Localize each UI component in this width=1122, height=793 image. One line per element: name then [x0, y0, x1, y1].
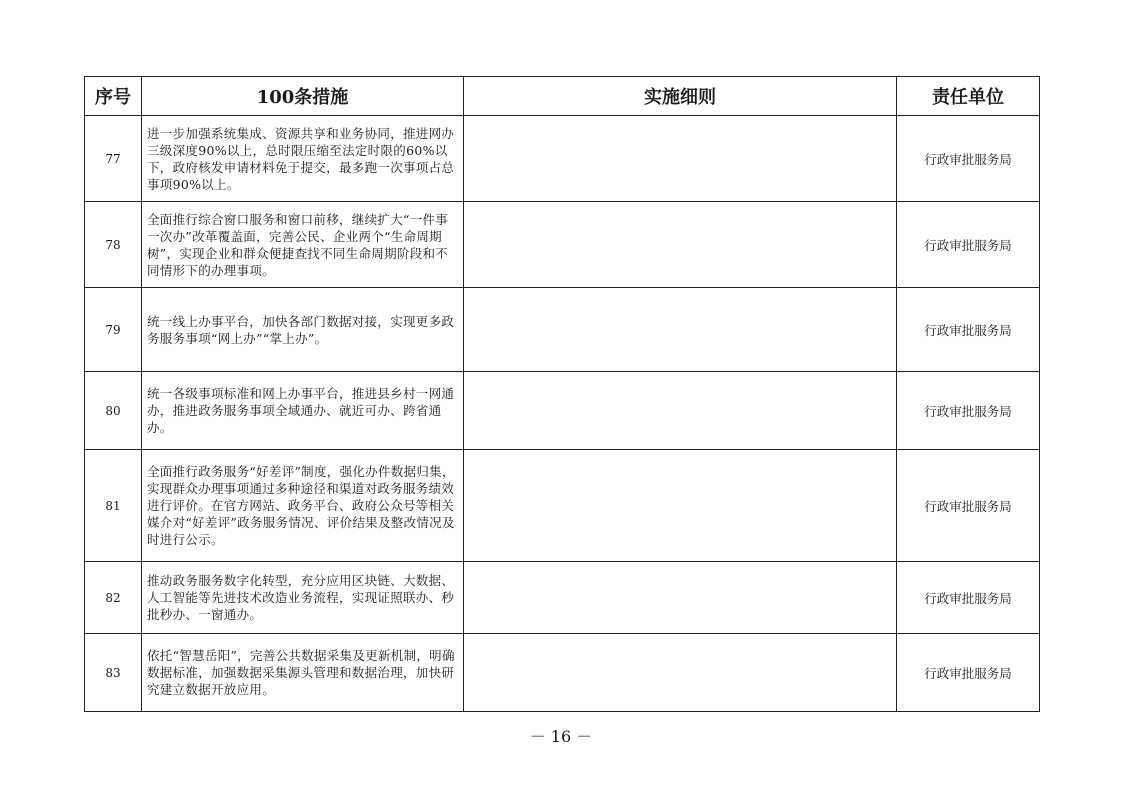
header-detail: 实施细则 [464, 77, 897, 116]
header-unit: 责任单位 [897, 77, 1040, 116]
row-unit: 行政审批服务局 [897, 562, 1040, 634]
row-index: 81 [85, 450, 142, 562]
row-unit: 行政审批服务局 [897, 202, 1040, 288]
row-detail [464, 116, 897, 202]
row-index: 77 [85, 116, 142, 202]
measures-table [84, 76, 1040, 712]
table-row [85, 288, 1040, 372]
row-detail [464, 202, 897, 288]
page-number: － 16 － [529, 727, 593, 746]
row-measure: 依托“智慧岳阳”，完善公共数据采集及更新机制，明确数据标准，加强数据采集源头管理和数据治理，加快研究建立数据开放应用。 [142, 634, 464, 712]
row-index: 82 [85, 562, 142, 634]
row-measure: 全面推行综合窗口服务和窗口前移，继续扩大“一件事一次办”改革覆盖面，完善公民、企业两个“生命周期树”，实现企业和群众便捷查找不同生命周期阶段和不同情形下的办理事项。 [142, 202, 464, 288]
row-measure: 全面推行政务服务“好差评”制度，强化办件数据归集，实现群众办理事项通过多种途径和渠道对政务服务绩效进行评价。在官方网站、政务平台、政府公众号等相关媒介对“好差评”政务服务情况、评价结果及整改情况及时进行公示。 [142, 450, 464, 562]
row-index: 78 [85, 202, 142, 288]
row-measure: 统一各级事项标准和网上办事平台，推进县乡村一网通办，推进政务服务事项全域通办、就近可办、跨省通办。 [142, 372, 464, 450]
table-row [85, 116, 1040, 202]
row-unit: 行政审批服务局 [897, 450, 1040, 562]
row-detail [464, 372, 897, 450]
table-header-row [85, 77, 1040, 116]
row-unit: 行政审批服务局 [897, 634, 1040, 712]
row-unit: 行政审批服务局 [897, 372, 1040, 450]
row-measure: 统一线上办事平台，加快各部门数据对接，实现更多政务服务事项“网上办”“掌上办”。 [142, 288, 464, 372]
table-row [85, 450, 1040, 562]
row-unit: 行政审批服务局 [897, 288, 1040, 372]
table-row [85, 562, 1040, 634]
row-index: 80 [85, 372, 142, 450]
row-detail [464, 634, 897, 712]
row-detail [464, 288, 897, 372]
row-measure: 进一步加强系统集成、资源共享和业务协同，推进网办三级深度90%以上，总时限压缩至法定时限的60%以下，政府核发申请材料免于提交，最多跑一次事项占总事项90%以上。 [142, 116, 464, 202]
table-row [85, 372, 1040, 450]
row-index: 83 [85, 634, 142, 712]
row-unit: 行政审批服务局 [897, 116, 1040, 202]
header-measure: 100条措施 [142, 77, 464, 116]
header-index: 序号 [85, 77, 142, 116]
row-measure: 推动政务服务数字化转型，充分应用区块链、大数据、人工智能等先进技术改造业务流程，实现证照联办、秒批秒办、一窗通办。 [142, 562, 464, 634]
row-index: 79 [85, 288, 142, 372]
row-detail [464, 562, 897, 634]
table-row [85, 634, 1040, 712]
row-detail [464, 450, 897, 562]
table-row [85, 202, 1040, 288]
